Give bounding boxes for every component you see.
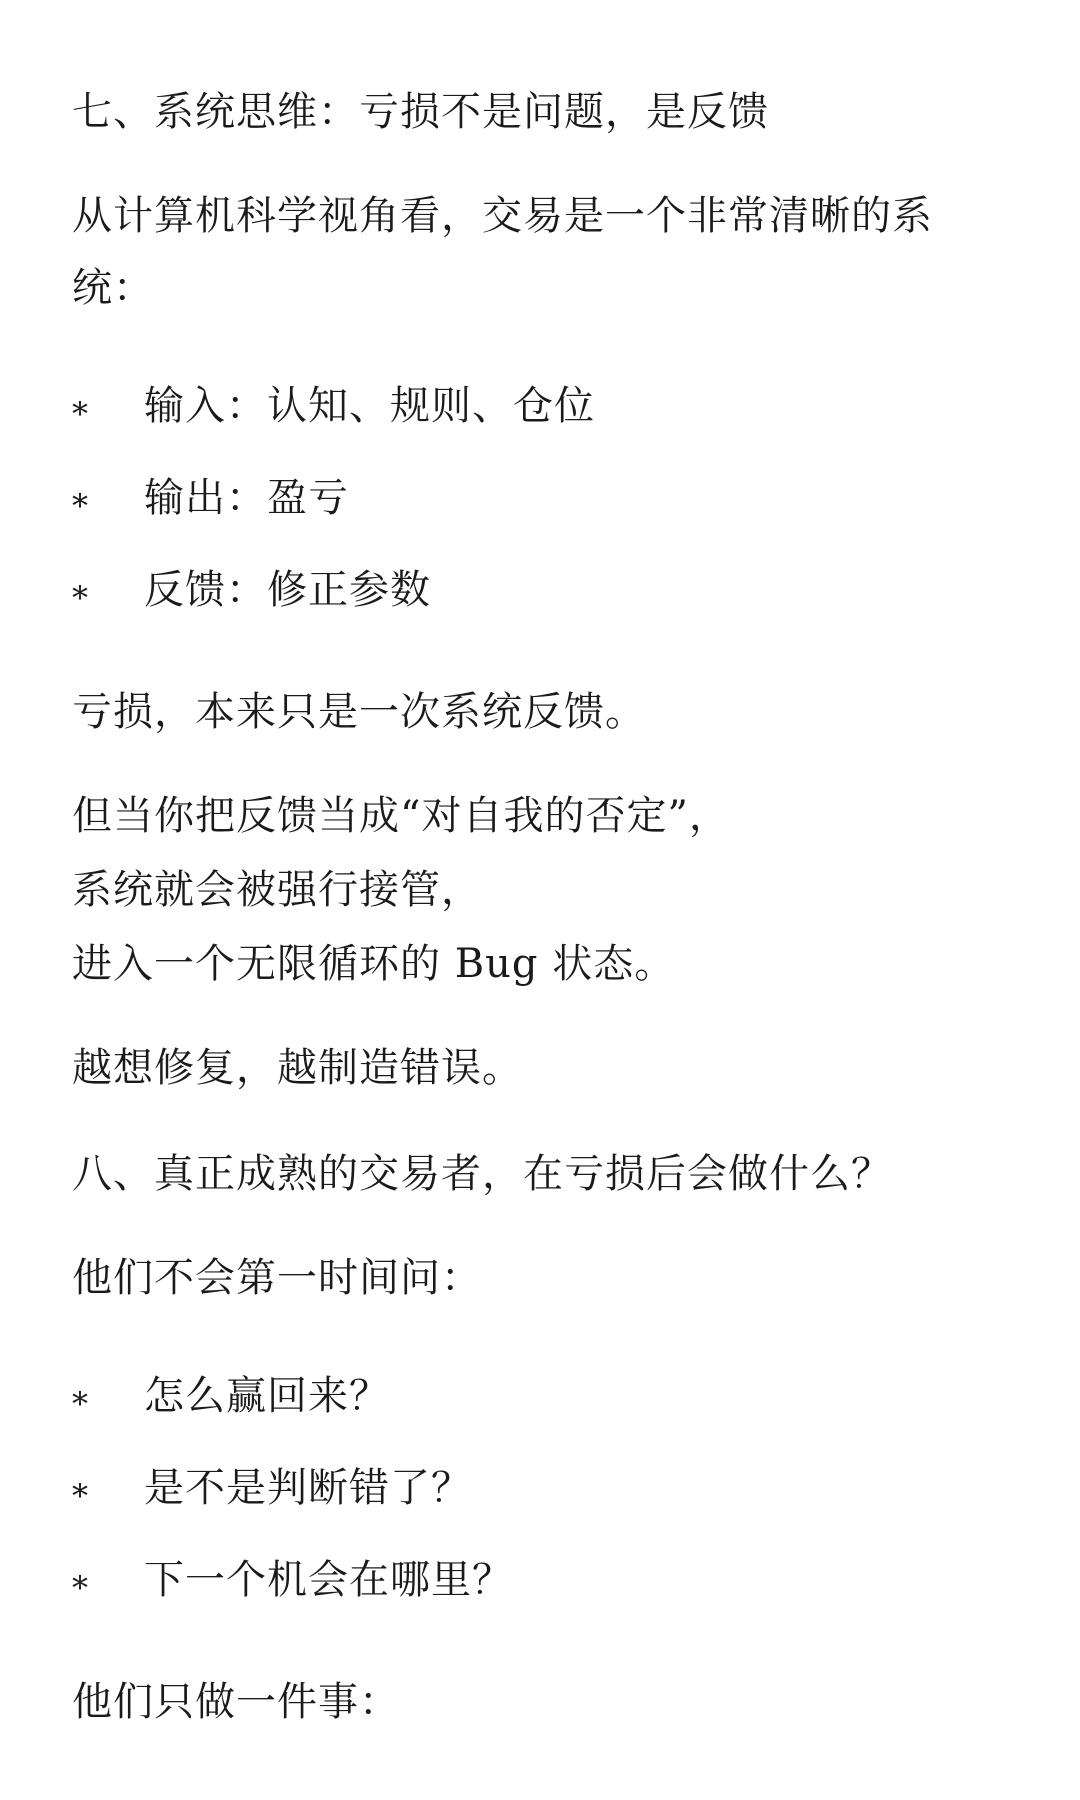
paragraph-line: 系统就会被强行接管， <box>72 867 482 913</box>
bullet-marker: * <box>72 1385 89 1423</box>
paragraph: 他们只做一件事： <box>72 1679 400 1725</box>
list-item <box>72 1370 390 1422</box>
bullet-marker: * <box>72 395 89 433</box>
list-item <box>72 472 349 524</box>
list-item <box>72 564 431 616</box>
paragraph: 越想修复，越制造错误。 <box>72 1045 523 1091</box>
list-item-text: 反馈：修正参数 <box>144 567 431 613</box>
section-8-heading: 八、真正成熟的交易者，在亏损后会做什么？ <box>72 1151 892 1197</box>
section-7-intro-line-2: 统： <box>72 265 154 311</box>
bullet-marker: * <box>72 1569 89 1607</box>
bullet-marker: * <box>72 1477 89 1515</box>
bullet-marker: * <box>72 487 89 525</box>
list-item-text: 下一个机会在哪里？ <box>144 1557 513 1603</box>
paragraph-line: 但当你把反馈当成“对自我的否定”， <box>72 793 730 839</box>
section-7-intro-line-1: 从计算机科学视角看，交易是一个非常清晰的系 <box>72 193 933 239</box>
list-item-text: 是不是判断错了？ <box>144 1465 472 1511</box>
section-8-intro: 他们不会第一时间问： <box>72 1255 482 1301</box>
list-item-text: 输入：认知、规则、仓位 <box>144 383 595 429</box>
paragraph: 亏损，本来只是一次系统反馈。 <box>72 689 646 735</box>
list-item <box>72 1462 472 1514</box>
paragraph-line: 进入一个无限循环的 Bug 状态。 <box>72 941 676 987</box>
list-item-text: 输出：盈亏 <box>144 475 349 521</box>
list-item <box>72 380 595 432</box>
section-7-heading: 七、系统思维：亏损不是问题，是反馈 <box>72 89 769 135</box>
bullet-marker: * <box>72 579 89 617</box>
list-item-text: 怎么赢回来？ <box>144 1373 390 1419</box>
list-item <box>72 1554 513 1606</box>
